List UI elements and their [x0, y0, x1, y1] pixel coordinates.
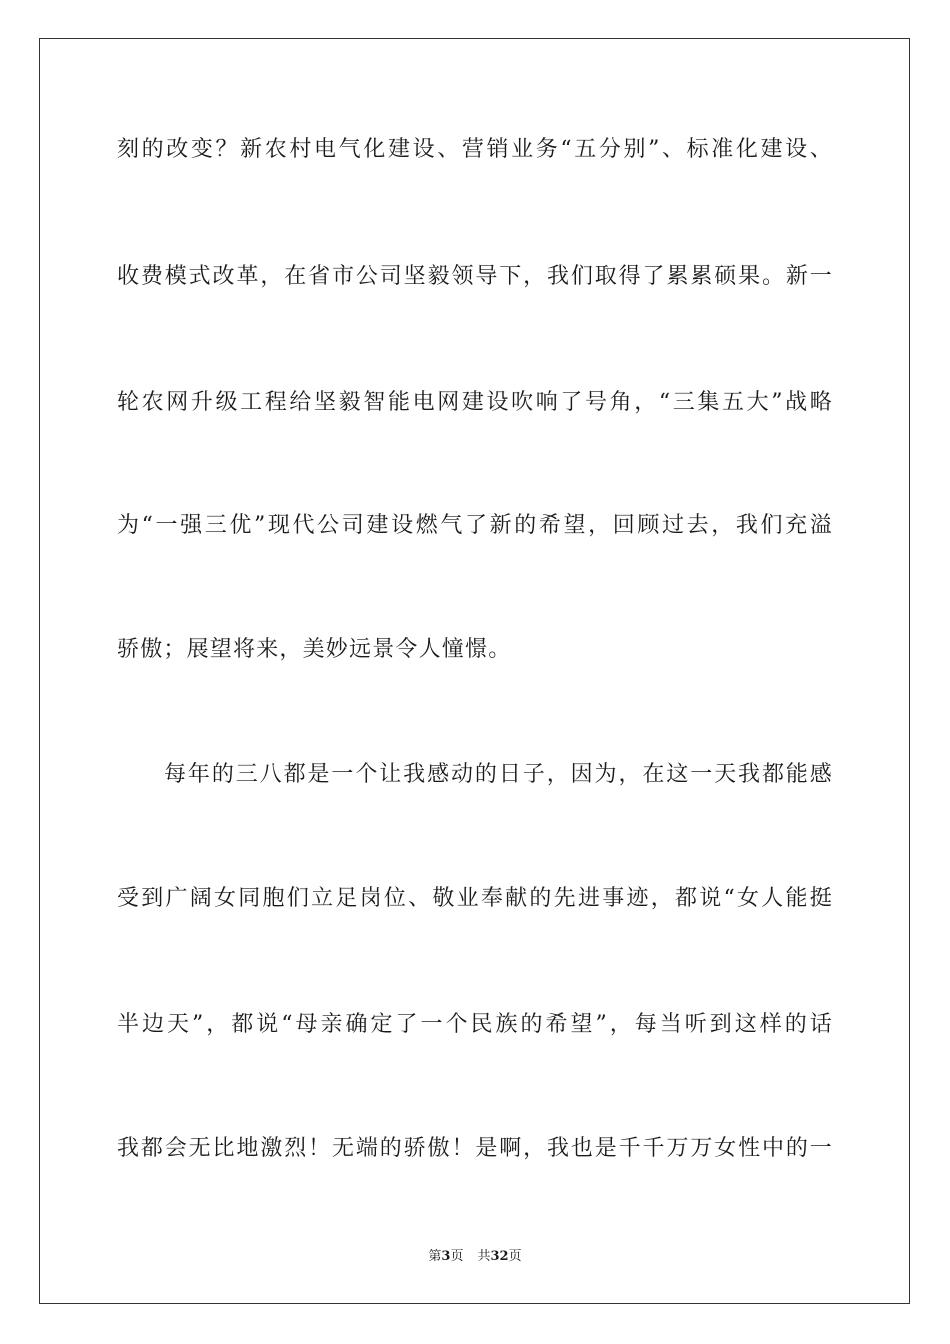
- body-line-6-paragraph-start: 每年的三八都是一个让我感动的日子，因为，在这一天我都能感: [164, 762, 833, 787]
- body-line-8: 半边天”，都说“母亲确定了一个民族的希望”，每当听到这样的话: [117, 1012, 833, 1037]
- body-line-2: 收费模式改革，在省市公司坚毅领导下，我们取得了累累硕果。新一: [117, 264, 833, 289]
- footer-page-number: 3: [441, 1249, 451, 1264]
- footer-page-prefix: 第: [428, 1249, 442, 1264]
- page-border: [39, 38, 910, 1304]
- page-footer: [0, 1248, 950, 1266]
- body-line-3: 轮农网升级工程给坚毅智能电网建设吹响了号角，“三集五大”战略: [117, 390, 833, 415]
- footer-total-suffix: 页: [508, 1249, 522, 1264]
- footer-total-pages: 32: [490, 1249, 509, 1264]
- body-line-1: 刻的改变？新农村电气化建设、营销业务“五分别”、标准化建设、: [117, 137, 833, 162]
- body-line-9: 我都会无比地激烈！无端的骄傲！是啊，我也是千千万万女性中的一: [117, 1136, 833, 1161]
- footer-total-prefix: 共: [477, 1249, 491, 1264]
- body-line-5: 骄傲；展望将来，美妙远景令人憧憬。: [117, 637, 512, 662]
- body-line-4: 为“一强三优”现代公司建设燃气了新的希望，回顾过去，我们充溢: [117, 513, 833, 538]
- body-line-7: 受到广阔女同胞们立足岗位、敬业奉献的先进事迹，都说“女人能挺: [117, 886, 833, 911]
- footer-page-suffix: 页: [450, 1249, 464, 1264]
